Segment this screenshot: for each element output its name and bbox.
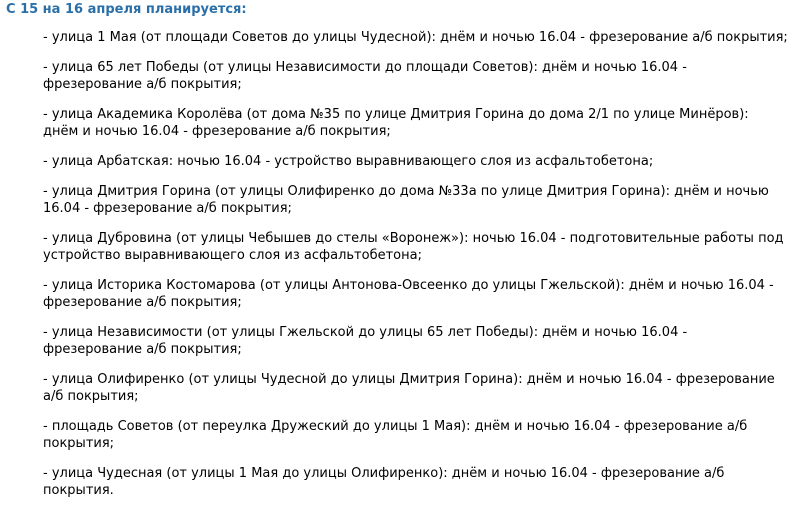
list-item: - улица Чудесная (от улицы 1 Мая до улицы Олифиренко): днём и ночью 16.04 - фрезерование а/б покрытия. [43, 466, 725, 498]
list-item: - площадь Советов (от переулка Дружеский до улицы 1 Мая): днём и ночью 16.04 - фрезерование а/б покрытия; [43, 419, 748, 451]
list-item: - улица 65 лет Победы (от улицы Независимости до площади Советов): днём и ночью 16.04 - фрезерование а/б покрытия; [43, 60, 687, 92]
road-works-list [43, 29, 788, 512]
list-item: - улица 1 Мая (от площади Советов до улицы Чудесной): днём и ночью 16.04 - фрезерование а/б покрытия; [43, 30, 788, 45]
list-item: - улица Дубровина (от улицы Чебышев до стелы «Воронеж»): ночью 16.04 - подготовительные работы под устройство выравнивающего слоя из асфальтобетона; [43, 231, 784, 263]
list-item: - улица Арбатская: ночью 16.04 - устройство выравнивающего слоя из асфальтобетона; [43, 154, 654, 169]
list-item: - улица Академика Королёва (от дома №35 по улице Дмитрия Горина до дома 2/1 по улице Минёров): днём и ночью 16.04 - фрезерование а/б покрытия; [43, 107, 749, 139]
list-item: - улица Дмитрия Горина (от улицы Олифиренко до дома №33а по улице Дмитрия Горина): днём и ночью 16.04 - фрезерование а/б покрытия; [43, 184, 769, 216]
list-item: - улица Независимости (от улицы Гжельской до улицы 65 лет Победы): днём и ночью 16.04 - фрезерование а/б покрытия; [43, 325, 688, 357]
list-item: - улица Олифиренко (от улицы Чудесной до улицы Дмитрия Горина): днём и ночью 16.04 - фрезерование а/б покрытия; [43, 372, 775, 404]
list-item: - улица Историка Костомарова (от улицы Антонова-Овсеенко до улицы Гжельской): днём и ночью 16.04 - фрезерование а/б покрытия; [43, 278, 774, 310]
schedule-heading: С 15 на 16 апреля планируется: [6, 2, 247, 17]
